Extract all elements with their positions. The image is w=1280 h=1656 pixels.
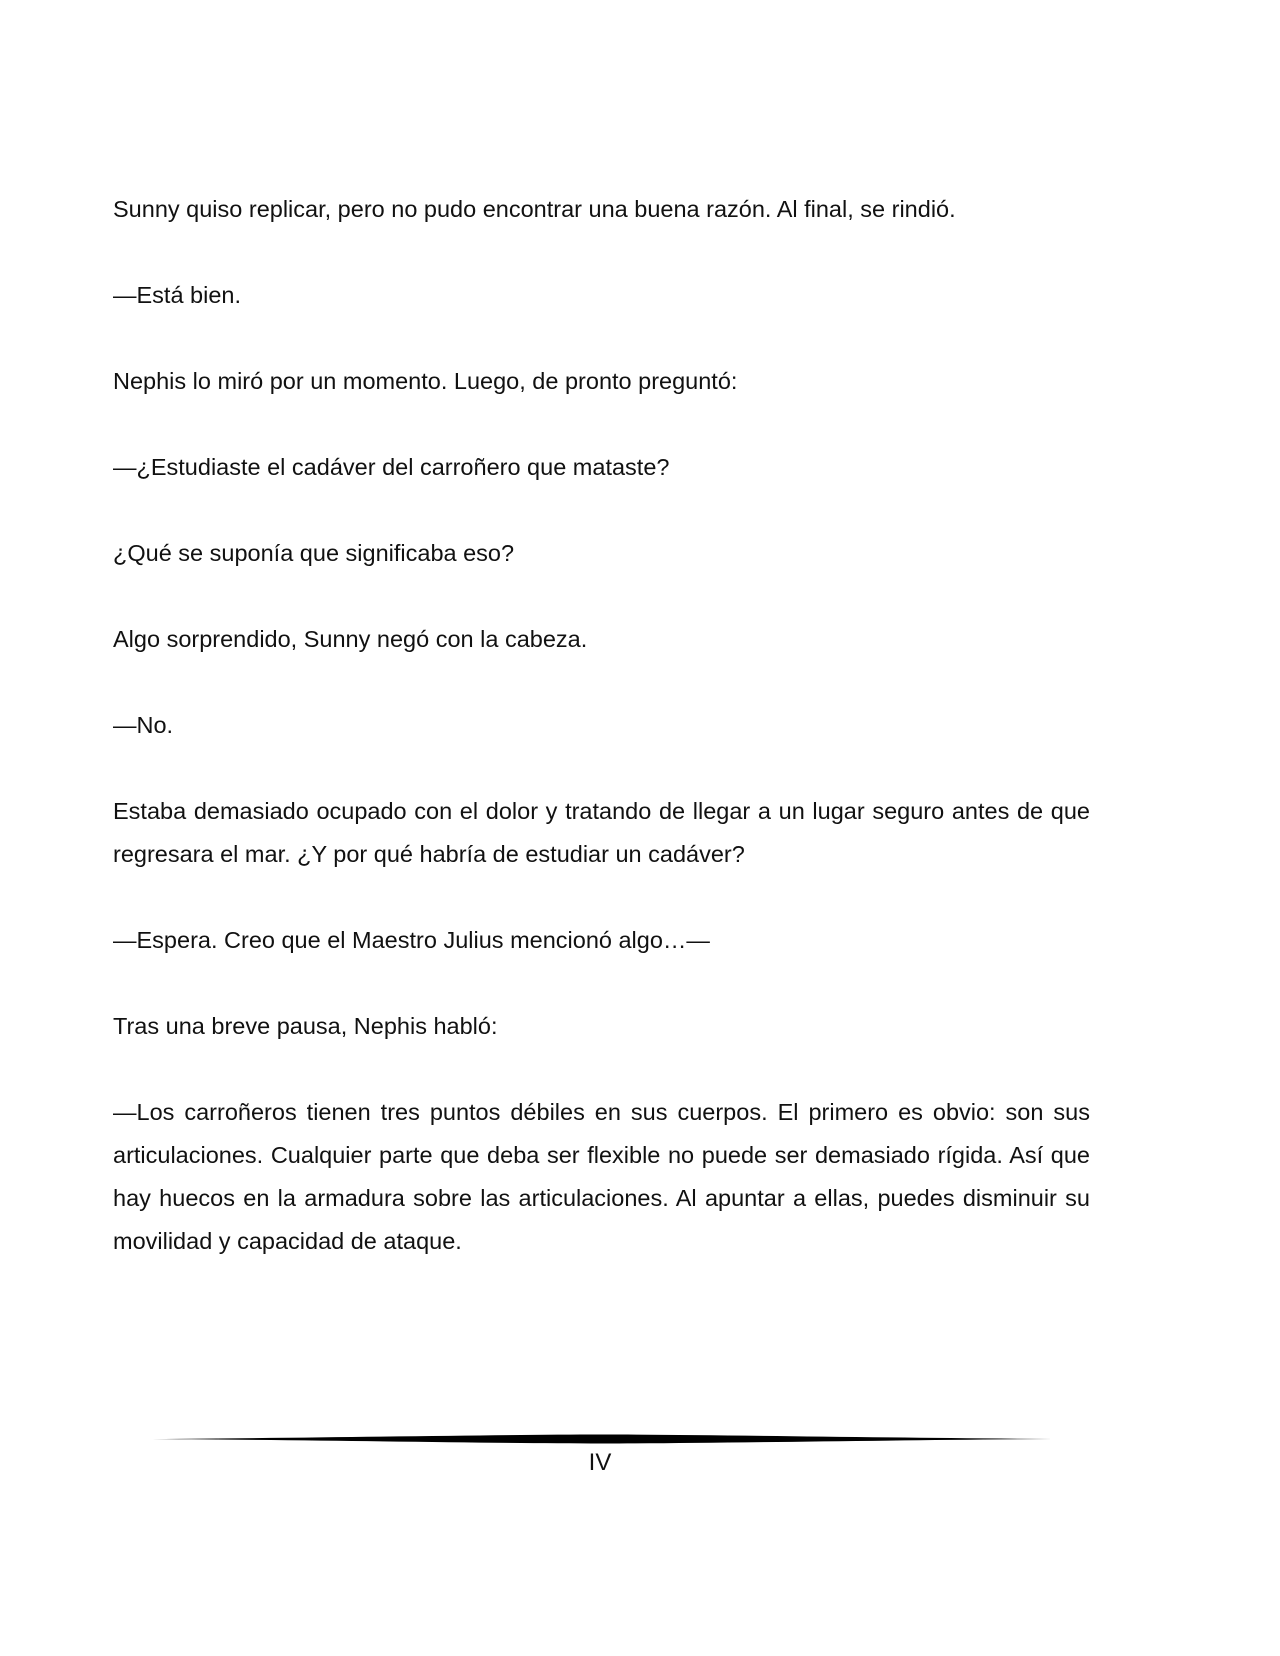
- paragraph-8: Estaba demasiado ocupado con el dolor y tratando de llegar a un lugar seguro antes de que regresara el mar. ¿Y por qué habría de estudiar un cadáver?: [113, 798, 1090, 867]
- paragraph-10: Tras una breve pausa, Nephis habló:: [113, 1013, 498, 1039]
- paragraph-5: ¿Qué se suponía que significaba eso?: [113, 540, 515, 566]
- paragraph-4: —¿Estudiaste el cadáver del carroñero que mataste?: [113, 454, 670, 480]
- paragraph-6: Algo sorprendido, Sunny negó con la cabeza.: [113, 626, 588, 652]
- paragraph-7: —No.: [113, 712, 174, 738]
- footer-divider-ornament: [152, 1433, 1052, 1445]
- page-number: IV: [588, 1449, 612, 1476]
- paragraph-3: Nephis lo miró por un momento. Luego, de pronto preguntó:: [113, 368, 738, 394]
- paragraph-9: —Espera. Creo que el Maestro Julius mencionó algo…—: [113, 927, 710, 953]
- paragraph-2: —Está bien.: [113, 282, 242, 308]
- paragraph-1: Sunny quiso replicar, pero no pudo encontrar una buena razón. Al final, se rindió.: [113, 196, 956, 222]
- footer-divider: [152, 1433, 1052, 1445]
- paragraph-11: —Los carroñeros tienen tres puntos débiles en sus cuerpos. El primero es obvio: son sus articulaciones. Cualquier parte que deba ser flexible no puede ser demasiado rígida. Así que hay huecos en la armadura sobre las articulaciones. Al apuntar a ellas, puedes disminuir su movilidad y capacidad de ataque.: [113, 1099, 1090, 1254]
- document-body: [113, 188, 1090, 1263]
